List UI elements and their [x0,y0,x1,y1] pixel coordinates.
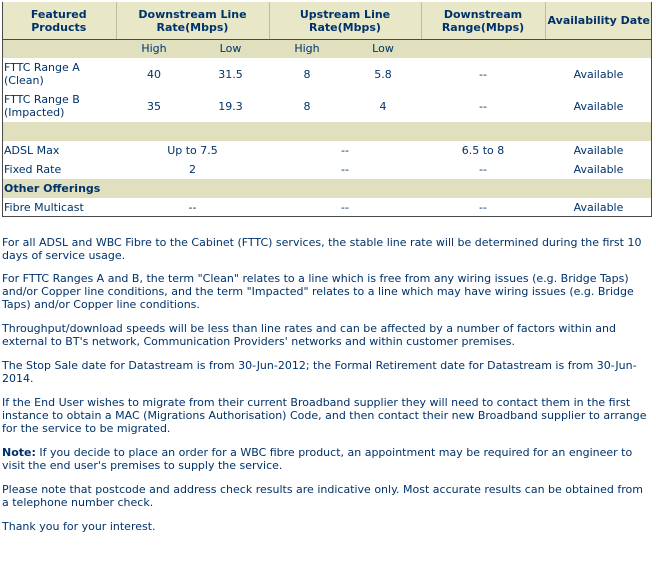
header-upstream-rate: Upstream Line Rate(Mbps) [269,2,421,39]
note-label: Note: [2,446,36,459]
note-datastream-dates: The Stop Sale date for Datastream is from 30-Jun-2012; the Formal Retirement date for Datastream is from 30-Jun-2014. [2,359,637,385]
products-table [2,2,652,217]
down-rate: Up to 7.5 [116,141,269,160]
note-appointment [2,446,652,472]
other-offerings-label: Other Offerings [2,179,652,198]
table-header-row [2,2,652,39]
availability: Available [545,198,652,217]
table-row [2,141,652,160]
table-row [2,198,652,217]
up-high: 8 [269,58,345,90]
product-name: FTTC Range B (Impacted) [2,90,116,122]
down-low: 31.5 [192,58,269,90]
up-low: 4 [345,90,421,122]
down-high: 35 [116,90,192,122]
up-rate: -- [269,160,421,179]
down-low: 19.3 [192,90,269,122]
table-subheader-row [2,39,652,58]
product-name: ADSL Max [2,141,116,160]
header-availability: Availability Date [545,2,652,39]
down-range: -- [421,90,545,122]
note-appointment-text: If you decide to place an order for a WBC fibre product, an appointment may be required for an engineer to visit the end user's premises to supply the service. [2,446,633,472]
down-rate: -- [116,198,269,217]
product-name: Fixed Rate [2,160,116,179]
note-postcode-check: Please note that postcode and address check results are indicative only. Most accurate results can be obtained from a telephone number check. [2,483,643,509]
down-range: -- [421,160,545,179]
section-divider [2,122,652,141]
header-product: Featured Products [2,2,116,39]
product-name: Fibre Multicast [2,198,116,217]
up-rate: -- [269,198,421,217]
header-downstream-range: Downstream Range(Mbps) [421,2,545,39]
table-row [2,90,652,122]
availability: Available [545,58,652,90]
down-high: 40 [116,58,192,90]
up-rate: -- [269,141,421,160]
thank-you-text: Thank you for your interest. [2,520,156,533]
down-range: 6.5 to 8 [421,141,545,160]
header-downstream-rate: Downstream Line Rate(Mbps) [116,2,269,39]
up-low: 5.8 [345,58,421,90]
note-migration: If the End User wishes to migrate from their current Broadband supplier they will need to contact them in the first instance to obtain a MAC (Migrations Authorisation) Code, and then contact their new Broadband supplier to arrange for the service to be migrated. [2,396,647,435]
product-name: FTTC Range A (Clean) [2,58,116,90]
availability: Available [545,141,652,160]
down-rate: 2 [116,160,269,179]
up-high: 8 [269,90,345,122]
down-range: -- [421,58,545,90]
subheader-down-high: High [116,39,192,58]
note-stable-line-rate: For all ADSL and WBC Fibre to the Cabinet (FTTC) services, the stable line rate will be determined during the first 10 days of service usage. [2,236,642,262]
availability: Available [545,90,652,122]
table-row [2,160,652,179]
subheader-down-low: Low [192,39,269,58]
section-header-other-offerings [2,179,652,198]
table-row [2,58,652,90]
subheader-up-high: High [269,39,345,58]
down-range: -- [421,198,545,217]
availability: Available [545,160,652,179]
note-clean-impacted: For FTTC Ranges A and B, the term "Clean" relates to a line which is free from any wiring issues (e.g. Bridge Taps) and/or Copper line conditions, and the term "Impacted" relates to a line which may have wiring issues (e.g. Bridge Taps) and/or Copper line conditions. [2,272,634,311]
note-throughput: Throughput/download speeds will be less than line rates and can be affected by a number of factors within and external to BT's network, Communication Providers' networks and within customer premises. [2,322,617,348]
subheader-up-low: Low [345,39,421,58]
